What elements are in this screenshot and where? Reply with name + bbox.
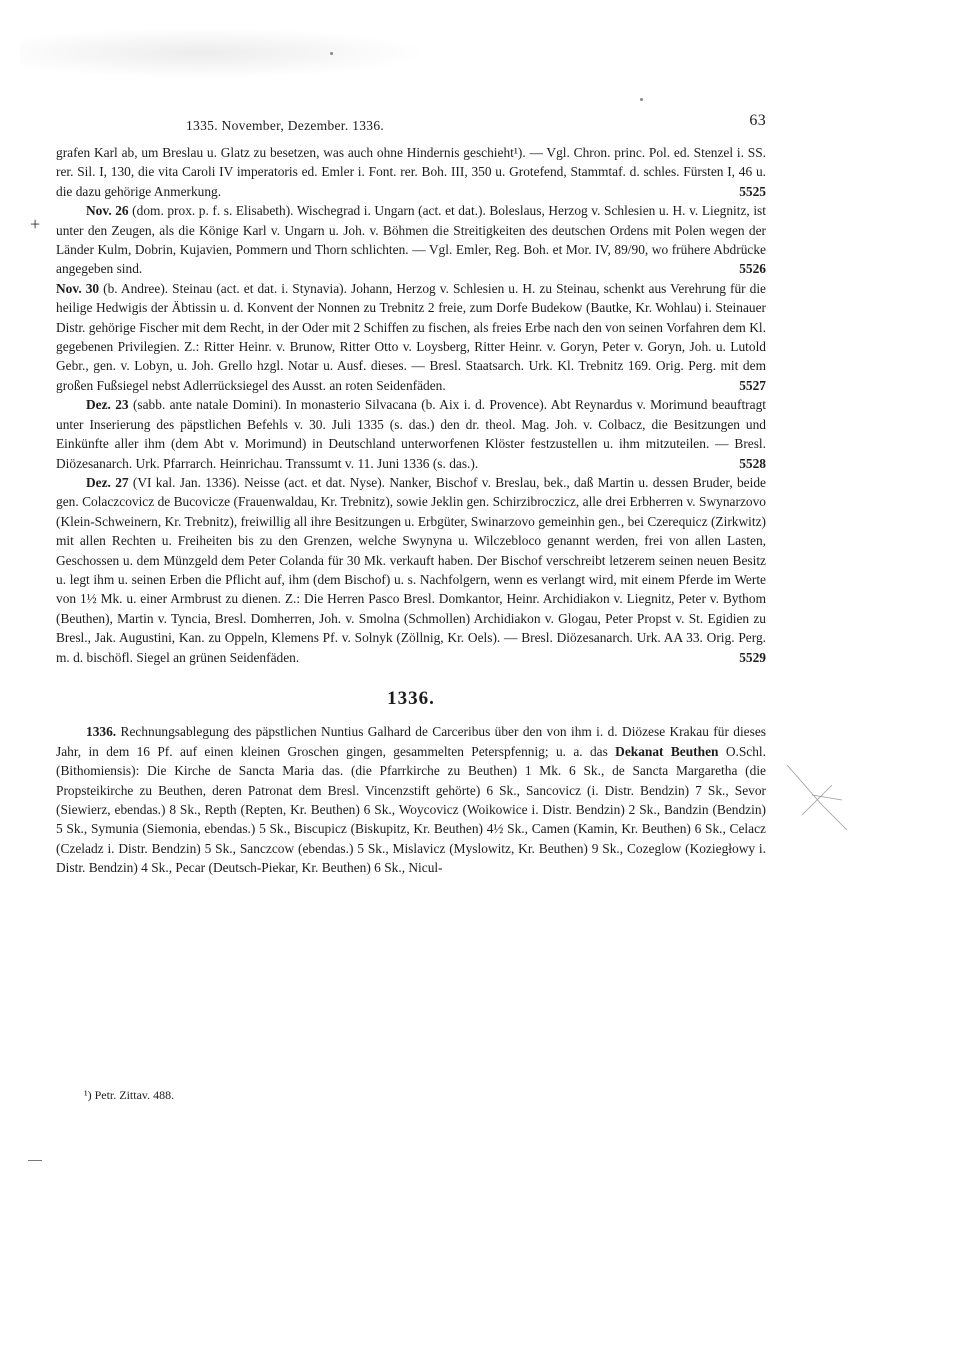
- entry-5527: [56, 279, 766, 395]
- bold-term: Dekanat Beuthen: [615, 743, 719, 759]
- page-number: 63: [749, 112, 766, 129]
- entry-5525: [56, 143, 766, 201]
- entry-text: O.Schl. (Bithomiensis): Die Kirche de Sancta Maria das. (die Pfarrkirche zu Beuthen) 1 Mk. 6 Sk., de Sancta Margaretha (die Propsteikirche zu Beuthen, deren Patronat dem Bresl. Vincenzstift gehörte) 6 Sk., Sancovicz (i. Distr. Bendzin) 7 Sk., Sevor (Siewierz, ebendas.) 8 Sk., Repth (Repten, Kr. Beuthen) 6 Sk., Woycovicz (Woikowice i. Distr. Bendzin) 2 Sk., Bandzin (Bendzin) 5 Sk., Symunia (Siemonia, ebendas.) 5 Sk., Biscupicz (Biskupitz, Kr. Beuthen) 4½ Sk., Camen (Kamin, Kr. Beuthen) 6 Sk., Celacz (Czeladz i. Distr. Bendzin) 5 Sk., Sanczcow (ebendas.) 5 Sk., Mislavicz (Myslowitz, Kr. Beuthen) 9 Sk., Cozeglow (Koziegłowy i. Distr. Bendzin) 4 Sk., Pecar (Deutsch-Piekar, Kr. Beuthen) 6 Sk., Nicul-: [56, 743, 766, 876]
- entry-number: 5529: [739, 649, 766, 665]
- running-title: 1335. November, Dezember. 1336.: [186, 118, 385, 133]
- entry-text: (sabb. ante natale Domini). In monasterio Silvacana (b. Aix i. d. Provence). Abt Reynardus v. Morimund beauftragt unter Inserierung des päpstlichen Befehls v. 30. Juli 1335 (s. das.) den dr. theol. Mag. Joh. v. Colbacz, die Besitzungen und Einkünfte aller ihm (dem Abt v. Morimund) in Deutschland unterworfenen Klöster festzustellen u. ihm mitzuteilen. — Bresl. Diözesanarch. Urk. Pfarrarch. Heinrichau. Transsumt v. 11. Juni 1336 (s. das.).: [56, 397, 766, 471]
- entry-date: Nov. 30: [56, 280, 100, 296]
- page-header: [56, 112, 766, 134]
- entry-date: Dez. 23: [86, 397, 129, 413]
- entry-lead: 1336.: [86, 724, 117, 740]
- entry-number: 5528: [739, 455, 766, 471]
- entry-date: Nov. 26: [86, 203, 129, 219]
- entry-5526: [56, 201, 766, 279]
- entry-number: 5527: [739, 377, 766, 393]
- scan-smudge: [20, 28, 420, 78]
- entry-5528: [56, 395, 766, 473]
- entry-1336: [56, 722, 766, 877]
- main-text: [56, 143, 766, 878]
- margin-dash-mark: [28, 1160, 42, 1161]
- scan-speck: [330, 52, 333, 55]
- scan-speck: [640, 98, 643, 101]
- entry-text: grafen Karl ab, um Breslau u. Glatz zu besetzen, was auch ohne Hindernis geschieht¹). — Vgl. Chron. princ. Pol. ed. Stenzel i. SS. rer. Sil. I, 130, die vita Caroli IV imperatoris ed. Emler i. Font. rer. Boh. III, 350 u. Grotefend, Stammtaf. d. schles. Fürsten I, 46 u. die dazu gehörige Anmerkung.: [56, 145, 766, 199]
- entry-text: Rechnungsablegung des päpstlichen Nuntius Galhard de Carceribus über den von ihm i. d. Diözese Krakau für dieses Jahr, in dem 16 Pf. auf einen kleinen Groschen gingen, gesammelten Peterspfennig; u. a. das: [56, 724, 766, 759]
- entry-date: Dez. 27: [86, 474, 129, 490]
- margin-scribble: [782, 755, 852, 835]
- entry-text: (b. Andree). Steinau (act. et dat. i. Stynavia). Johann, Herzog v. Schlesien u. H. zu Steinau, schenkt aus Verehrung für die heilige Hedwigis der Äbtissin u. d. Konvent der Nonnen zu Trebnitz 2 freie, zum Dorfe Budekow (Bautke, Kr. Wohlau) i. Steinauer Distr. gehörige Fischer mit dem Recht, in der Oder mit 2 Schiffen zu fischen, als freies Erbe nach den von seinen Vorfahren dem Kl. gegebenen Privilegien. Z.: Ritter Heinr. v. Brunow, Ritter Otto v. Loysberg, Ritter Heinr. v. Goryn, Peter v. Goryn, Joh. u. Lutold Gebr., gen. v. Lobyn, u. Joh. Grello hzgl. Notar u. Ausf. dieses. — Bresl. Staatsarch. Urk. Kl. Trebnitz 169. Orig. Perg. mit dem großen Fußsiegel nebst Adlerrücksiegel des Ausst. an roten Seidenfäden.: [56, 280, 766, 393]
- year-heading: 1336.: [387, 687, 435, 709]
- footnote: ¹) Petr. Zittav. 488.: [84, 1088, 175, 1102]
- entry-text: (VI kal. Jan. 1336). Neisse (act. et dat. Nyse). Nanker, Bischof v. Breslau, bek., daß Martin u. dessen Bruder, beide gen. Colaczcovicz de Bucovicze (Frauenwaldau, Kr. Trebnitz), sowie Jeklin gen. Schirzibroczicz, alle drei Erbherren v. Swynarzovo (Klein-Schweinern, Kr. Trebnitz), freiwillig all ihre Besitzungen u. Erbgüter, Swinarzovo gemeinhin gen., bei Czerequicz (Zirkwitz) mit allen Rechten u. Freiheiten bis zu den Grenzen, welche Swynyna u. Wilczebloco genannt werden, frei von allen Lasten, Geschossen u. dem Münzgeld dem Peter Colanda für 30 Mk. verkauft haben. Der Bischof verschreibt letzerem seinen neuen Besitz u. legt ihm u. seinen Erben die Pflicht auf, ihm (dem Bischof) u. s. Nachfolgern, wenn es verlangt wird, mit einem Pferde im Werte von 1½ Mk. u. einer Armbrust zu dienen. Z.: Die Herren Pasco Bresl. Domkantor, Heinr. Archidiakon v. Liegnitz, Peter v. Bythom (Beuthen), Martin v. Tyncia, Bresl. Domherren, Joh. v. Smolna (Schmollen) Archidiakon v. Glogau, Peter Propst v. St. Egidien zu Bresl., Jak. Augustini, Kan. zu Oppeln, Klemens Pf. v. Solnyk (Zöllnig, Kr. Oels). — Bresl. Diözesanarch. Urk. AA 33. Orig. Perg. m. d. bischöfl. Siegel an grünen Seidenfäden.: [56, 474, 766, 665]
- entry-number: 5525: [739, 183, 766, 199]
- entry-5529: [56, 473, 766, 667]
- entry-number: 5526: [739, 261, 766, 277]
- margin-cross-mark: +: [30, 214, 41, 234]
- entry-text: (dom. prox. p. f. s. Elisabeth). Wischegrad i. Ungarn (act. et dat.). Boleslaus, Herzog v. Schlesien u. H. v. Liegnitz, ist unter den Zeugen, als die Könige Karl v. Ungarn u. Joh. v. Böhmen die Streitigkeiten des deutschen Ordens mit Polen wegen der Länder Kulm, Dobrin, Kujavien, Pommern und Thorn schlichten. — Vgl. Emler, Reg. Boh. et Mor. IV, 89/90, wo frühere Abdrücke angegeben sind.: [56, 203, 766, 277]
